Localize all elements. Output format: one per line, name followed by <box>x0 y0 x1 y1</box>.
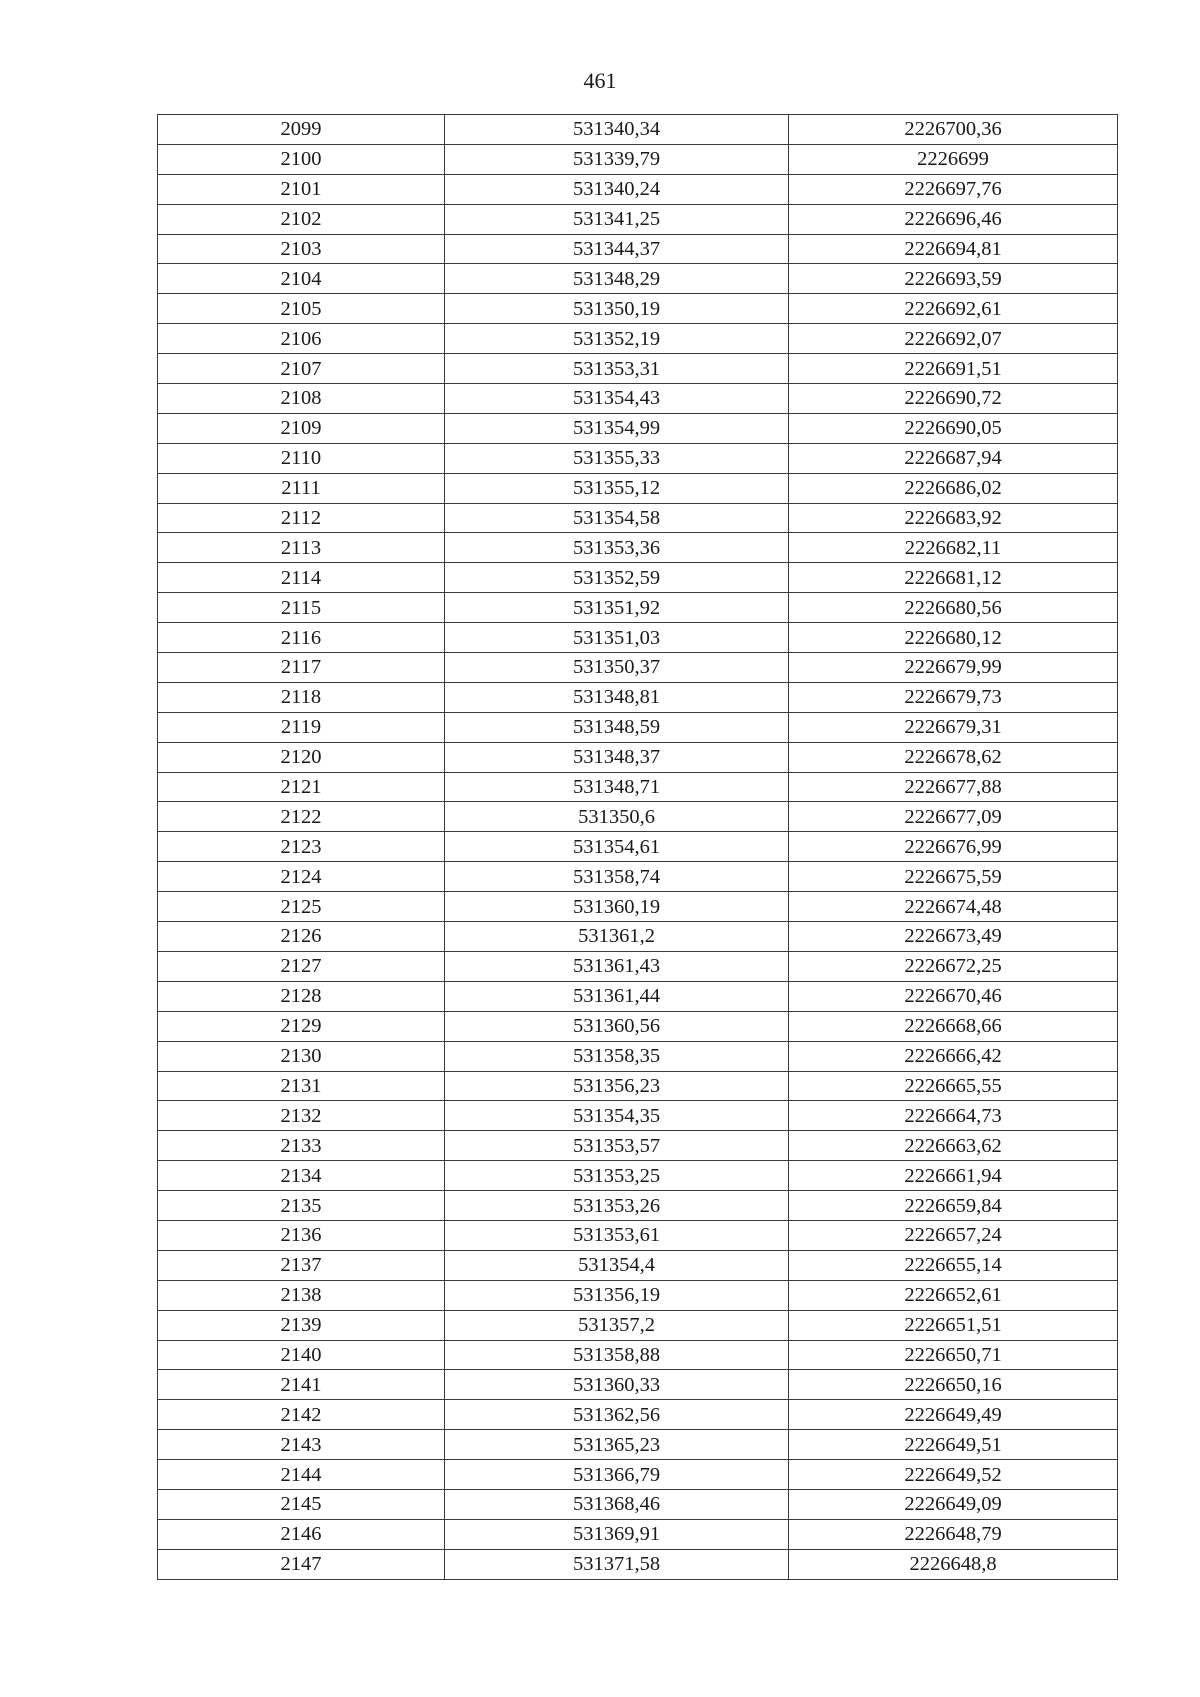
table-row <box>158 1340 1118 1370</box>
y-coordinate-cell: 2226672,25 <box>789 951 1118 981</box>
table-row <box>158 1549 1118 1579</box>
x-coordinate-cell: 531358,35 <box>445 1041 789 1071</box>
y-coordinate-cell: 2226691,51 <box>789 354 1118 384</box>
y-coordinate-cell: 2226683,92 <box>789 503 1118 533</box>
point-number-cell: 2111 <box>158 473 445 503</box>
y-coordinate-cell: 2226670,46 <box>789 981 1118 1011</box>
y-coordinate-cell: 2226679,99 <box>789 653 1118 683</box>
y-coordinate-cell: 2226666,42 <box>789 1041 1118 1071</box>
table-row <box>158 1310 1118 1340</box>
point-number-cell: 2142 <box>158 1400 445 1430</box>
y-coordinate-cell: 2226649,49 <box>789 1400 1118 1430</box>
point-number-cell: 2134 <box>158 1161 445 1191</box>
point-number-cell: 2104 <box>158 264 445 294</box>
table-row <box>158 264 1118 294</box>
table-row <box>158 1220 1118 1250</box>
coordinates-table <box>157 114 1118 1580</box>
point-number-cell: 2145 <box>158 1489 445 1519</box>
x-coordinate-cell: 531348,71 <box>445 772 789 802</box>
table-row <box>158 1011 1118 1041</box>
x-coordinate-cell: 531351,03 <box>445 623 789 653</box>
x-coordinate-cell: 531353,57 <box>445 1131 789 1161</box>
table-row <box>158 712 1118 742</box>
y-coordinate-cell: 2226649,09 <box>789 1489 1118 1519</box>
x-coordinate-cell: 531354,43 <box>445 384 789 414</box>
table-row <box>158 742 1118 772</box>
x-coordinate-cell: 531366,79 <box>445 1460 789 1490</box>
point-number-cell: 2139 <box>158 1310 445 1340</box>
point-number-cell: 2147 <box>158 1549 445 1579</box>
x-coordinate-cell: 531344,37 <box>445 234 789 264</box>
x-coordinate-cell: 531354,4 <box>445 1250 789 1280</box>
table-row <box>158 951 1118 981</box>
table-row <box>158 1191 1118 1221</box>
table-row <box>158 324 1118 354</box>
point-number-cell: 2128 <box>158 981 445 1011</box>
y-coordinate-cell: 2226649,51 <box>789 1430 1118 1460</box>
point-number-cell: 2110 <box>158 443 445 473</box>
point-number-cell: 2133 <box>158 1131 445 1161</box>
y-coordinate-cell: 2226686,02 <box>789 473 1118 503</box>
y-coordinate-cell: 2226652,61 <box>789 1280 1118 1310</box>
x-coordinate-cell: 531362,56 <box>445 1400 789 1430</box>
point-number-cell: 2125 <box>158 892 445 922</box>
table-row <box>158 981 1118 1011</box>
x-coordinate-cell: 531361,44 <box>445 981 789 1011</box>
table-row <box>158 1519 1118 1549</box>
y-coordinate-cell: 2226677,88 <box>789 772 1118 802</box>
table-row <box>158 384 1118 414</box>
y-coordinate-cell: 2226668,66 <box>789 1011 1118 1041</box>
x-coordinate-cell: 531356,19 <box>445 1280 789 1310</box>
table-row <box>158 1370 1118 1400</box>
y-coordinate-cell: 2226657,24 <box>789 1220 1118 1250</box>
point-number-cell: 2109 <box>158 413 445 443</box>
table-row <box>158 1430 1118 1460</box>
y-coordinate-cell: 2226694,81 <box>789 234 1118 264</box>
y-coordinate-cell: 2226680,12 <box>789 623 1118 653</box>
table-row <box>158 503 1118 533</box>
x-coordinate-cell: 531354,35 <box>445 1101 789 1131</box>
table-row <box>158 623 1118 653</box>
y-coordinate-cell: 2226699 <box>789 144 1118 174</box>
point-number-cell: 2106 <box>158 324 445 354</box>
point-number-cell: 2131 <box>158 1071 445 1101</box>
table-row <box>158 832 1118 862</box>
x-coordinate-cell: 531340,24 <box>445 174 789 204</box>
point-number-cell: 2130 <box>158 1041 445 1071</box>
y-coordinate-cell: 2226681,12 <box>789 563 1118 593</box>
table-row <box>158 862 1118 892</box>
x-coordinate-cell: 531365,23 <box>445 1430 789 1460</box>
y-coordinate-cell: 2226693,59 <box>789 264 1118 294</box>
y-coordinate-cell: 2226651,51 <box>789 1310 1118 1340</box>
point-number-cell: 2108 <box>158 384 445 414</box>
x-coordinate-cell: 531371,58 <box>445 1549 789 1579</box>
y-coordinate-cell: 2226678,62 <box>789 742 1118 772</box>
x-coordinate-cell: 531341,25 <box>445 204 789 234</box>
y-coordinate-cell: 2226679,31 <box>789 712 1118 742</box>
point-number-cell: 2146 <box>158 1519 445 1549</box>
table-row <box>158 234 1118 264</box>
y-coordinate-cell: 2226649,52 <box>789 1460 1118 1490</box>
point-number-cell: 2120 <box>158 742 445 772</box>
y-coordinate-cell: 2226664,73 <box>789 1101 1118 1131</box>
x-coordinate-cell: 531361,43 <box>445 951 789 981</box>
y-coordinate-cell: 2226650,71 <box>789 1340 1118 1370</box>
x-coordinate-cell: 531348,37 <box>445 742 789 772</box>
y-coordinate-cell: 2226659,84 <box>789 1191 1118 1221</box>
x-coordinate-cell: 531360,19 <box>445 892 789 922</box>
x-coordinate-cell: 531339,79 <box>445 144 789 174</box>
table-row <box>158 443 1118 473</box>
point-number-cell: 2137 <box>158 1250 445 1280</box>
x-coordinate-cell: 531351,92 <box>445 593 789 623</box>
x-coordinate-cell: 531361,2 <box>445 922 789 952</box>
y-coordinate-cell: 2226675,59 <box>789 862 1118 892</box>
y-coordinate-cell: 2226696,46 <box>789 204 1118 234</box>
table-row <box>158 1489 1118 1519</box>
x-coordinate-cell: 531352,59 <box>445 563 789 593</box>
x-coordinate-cell: 531368,46 <box>445 1489 789 1519</box>
table-row <box>158 144 1118 174</box>
point-number-cell: 2113 <box>158 533 445 563</box>
table-row <box>158 354 1118 384</box>
point-number-cell: 2141 <box>158 1370 445 1400</box>
x-coordinate-cell: 531353,26 <box>445 1191 789 1221</box>
x-coordinate-cell: 531354,99 <box>445 413 789 443</box>
point-number-cell: 2129 <box>158 1011 445 1041</box>
y-coordinate-cell: 2226680,56 <box>789 593 1118 623</box>
y-coordinate-cell: 2226687,94 <box>789 443 1118 473</box>
x-coordinate-cell: 531356,23 <box>445 1071 789 1101</box>
point-number-cell: 2138 <box>158 1280 445 1310</box>
x-coordinate-cell: 531369,91 <box>445 1519 789 1549</box>
point-number-cell: 2100 <box>158 144 445 174</box>
y-coordinate-cell: 2226692,07 <box>789 324 1118 354</box>
y-coordinate-cell: 2226690,05 <box>789 413 1118 443</box>
coordinates-table-body <box>158 115 1118 1580</box>
point-number-cell: 2132 <box>158 1101 445 1131</box>
point-number-cell: 2114 <box>158 563 445 593</box>
table-row <box>158 892 1118 922</box>
point-number-cell: 2118 <box>158 682 445 712</box>
y-coordinate-cell: 2226648,8 <box>789 1549 1118 1579</box>
table-row <box>158 533 1118 563</box>
table-row <box>158 1131 1118 1161</box>
table-row <box>158 1400 1118 1430</box>
x-coordinate-cell: 531360,56 <box>445 1011 789 1041</box>
y-coordinate-cell: 2226655,14 <box>789 1250 1118 1280</box>
point-number-cell: 2115 <box>158 593 445 623</box>
x-coordinate-cell: 531352,19 <box>445 324 789 354</box>
y-coordinate-cell: 2226650,16 <box>789 1370 1118 1400</box>
point-number-cell: 2102 <box>158 204 445 234</box>
point-number-cell: 2099 <box>158 115 445 145</box>
table-row <box>158 1460 1118 1490</box>
x-coordinate-cell: 531358,74 <box>445 862 789 892</box>
y-coordinate-cell: 2226676,99 <box>789 832 1118 862</box>
point-number-cell: 2140 <box>158 1340 445 1370</box>
table-row <box>158 563 1118 593</box>
y-coordinate-cell: 2226697,76 <box>789 174 1118 204</box>
x-coordinate-cell: 531353,31 <box>445 354 789 384</box>
point-number-cell: 2126 <box>158 922 445 952</box>
point-number-cell: 2124 <box>158 862 445 892</box>
table-row <box>158 682 1118 712</box>
point-number-cell: 2127 <box>158 951 445 981</box>
x-coordinate-cell: 531353,25 <box>445 1161 789 1191</box>
y-coordinate-cell: 2226679,73 <box>789 682 1118 712</box>
point-number-cell: 2119 <box>158 712 445 742</box>
table-row <box>158 1041 1118 1071</box>
point-number-cell: 2101 <box>158 174 445 204</box>
table-row <box>158 294 1118 324</box>
point-number-cell: 2143 <box>158 1430 445 1460</box>
point-number-cell: 2107 <box>158 354 445 384</box>
x-coordinate-cell: 531353,36 <box>445 533 789 563</box>
point-number-cell: 2136 <box>158 1220 445 1250</box>
x-coordinate-cell: 531360,33 <box>445 1370 789 1400</box>
point-number-cell: 2121 <box>158 772 445 802</box>
point-number-cell: 2122 <box>158 802 445 832</box>
x-coordinate-cell: 531348,81 <box>445 682 789 712</box>
x-coordinate-cell: 531350,19 <box>445 294 789 324</box>
table-row <box>158 1280 1118 1310</box>
y-coordinate-cell: 2226661,94 <box>789 1161 1118 1191</box>
table-row <box>158 653 1118 683</box>
y-coordinate-cell: 2226674,48 <box>789 892 1118 922</box>
table-row <box>158 593 1118 623</box>
y-coordinate-cell: 2226673,49 <box>789 922 1118 952</box>
y-coordinate-cell: 2226665,55 <box>789 1071 1118 1101</box>
point-number-cell: 2123 <box>158 832 445 862</box>
x-coordinate-cell: 531358,88 <box>445 1340 789 1370</box>
point-number-cell: 2105 <box>158 294 445 324</box>
x-coordinate-cell: 531357,2 <box>445 1310 789 1340</box>
y-coordinate-cell: 2226663,62 <box>789 1131 1118 1161</box>
table-row <box>158 1071 1118 1101</box>
point-number-cell: 2116 <box>158 623 445 653</box>
y-coordinate-cell: 2226677,09 <box>789 802 1118 832</box>
page-number: 461 <box>583 68 617 93</box>
x-coordinate-cell: 531354,61 <box>445 832 789 862</box>
x-coordinate-cell: 531348,59 <box>445 712 789 742</box>
x-coordinate-cell: 531355,33 <box>445 443 789 473</box>
x-coordinate-cell: 531348,29 <box>445 264 789 294</box>
y-coordinate-cell: 2226700,36 <box>789 115 1118 145</box>
table-row <box>158 772 1118 802</box>
table-row <box>158 1101 1118 1131</box>
point-number-cell: 2103 <box>158 234 445 264</box>
x-coordinate-cell: 531350,6 <box>445 802 789 832</box>
table-row <box>158 1161 1118 1191</box>
table-row <box>158 115 1118 145</box>
x-coordinate-cell: 531340,34 <box>445 115 789 145</box>
y-coordinate-cell: 2226648,79 <box>789 1519 1118 1549</box>
x-coordinate-cell: 531355,12 <box>445 473 789 503</box>
table-row <box>158 413 1118 443</box>
table-row <box>158 174 1118 204</box>
table-row <box>158 204 1118 234</box>
y-coordinate-cell: 2226692,61 <box>789 294 1118 324</box>
table-row <box>158 1250 1118 1280</box>
x-coordinate-cell: 531353,61 <box>445 1220 789 1250</box>
y-coordinate-cell: 2226690,72 <box>789 384 1118 414</box>
y-coordinate-cell: 2226682,11 <box>789 533 1118 563</box>
point-number-cell: 2144 <box>158 1460 445 1490</box>
x-coordinate-cell: 531354,58 <box>445 503 789 533</box>
table-row <box>158 802 1118 832</box>
table-row <box>158 922 1118 952</box>
point-number-cell: 2135 <box>158 1191 445 1221</box>
point-number-cell: 2112 <box>158 503 445 533</box>
point-number-cell: 2117 <box>158 653 445 683</box>
table-row <box>158 473 1118 503</box>
x-coordinate-cell: 531350,37 <box>445 653 789 683</box>
